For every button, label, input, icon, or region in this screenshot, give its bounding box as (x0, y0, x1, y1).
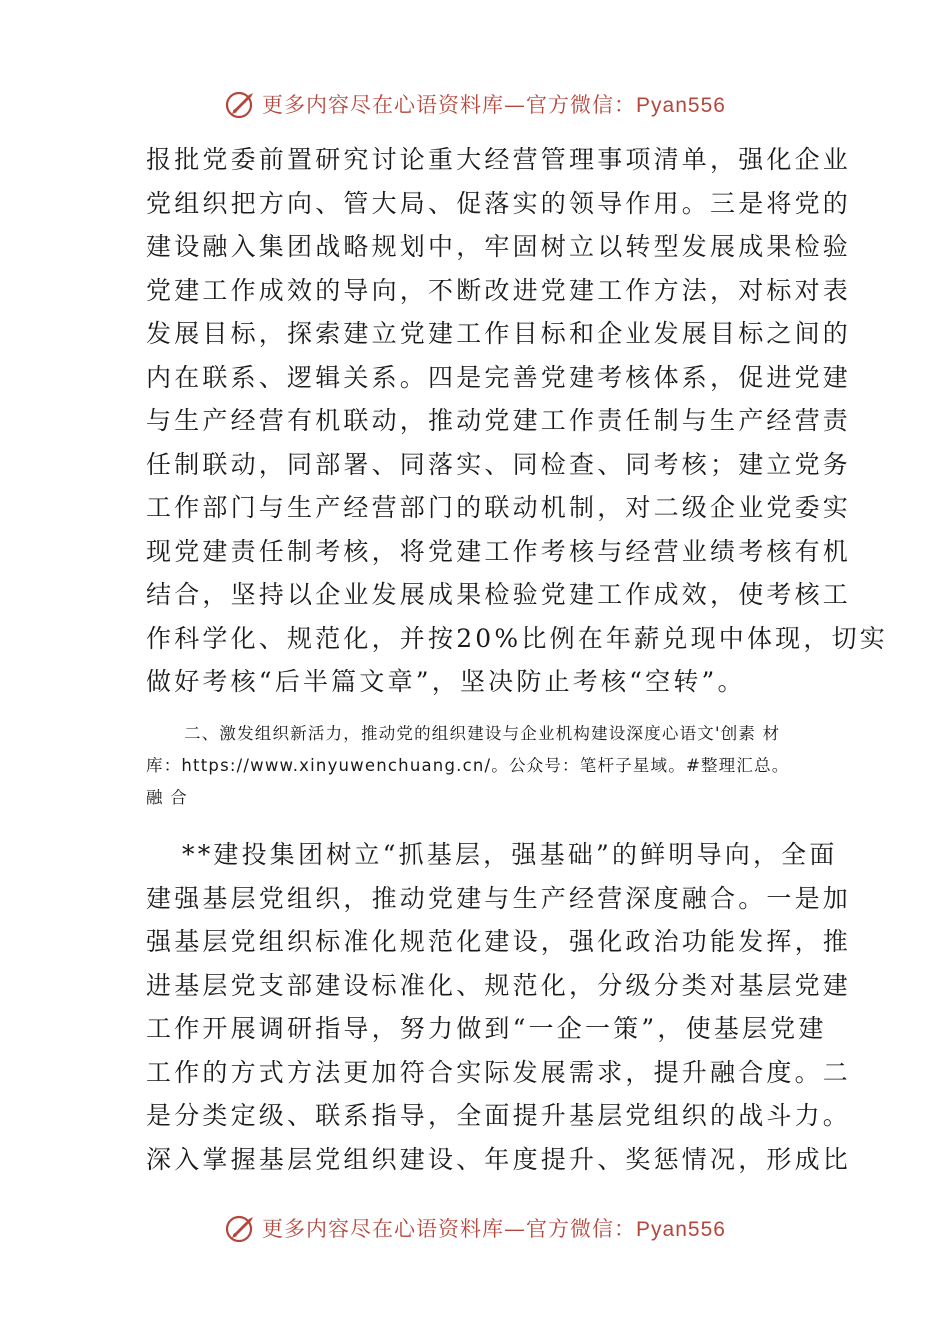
pen-circle-logo-icon (224, 87, 258, 121)
text-line: 深入掌握基层党组织建设、年度提升、奖惩情况，形成比 (146, 1144, 852, 1174)
text-line: 内在联系、逻辑关系。四是完善党建考核体系，促进党建 (146, 362, 852, 392)
text-line: 与生产经营有机联动，推动党建工作责任制与生产经营责 (146, 406, 852, 435)
text-line: 进基层党支部建设标准化、规范化，分级分类对基层党建 (146, 970, 852, 1000)
footer-banner-text: 更多内容尽在心语资料库—官方微信：Pyan556 (262, 1217, 726, 1241)
text-line: 现党建责任制考核，将党建工作考核与经营业绩考核有机 (146, 536, 852, 566)
text-line: 作科学化、规范化，并按20%比例在年薪兑现中体现，切实 (146, 623, 888, 653)
header-banner-text: 更多内容尽在心语资料库—官方微信：Pyan556 (262, 93, 726, 117)
body-paragraph-1 (146, 138, 888, 704)
text-line: **建投集团树立“抓基层，强基础”的鲜明导向，全面 (182, 840, 838, 869)
text-line: 是分类定级、联系指导，全面提升基层党组织的战斗力。 (146, 1101, 852, 1130)
pen-circle-logo-icon (224, 1211, 258, 1245)
text-line: 建设融入集团战略规划中，牢固树立以转型发展成果检验 (146, 232, 852, 261)
section-heading-2 (146, 718, 806, 814)
text-line: 报批党委前置研究讨论重大经营管理事项清单，强化企业 (146, 145, 852, 174)
text-line: 建强基层党组织，推动党建与生产经营深度融合。一是加 (146, 883, 852, 913)
text-line: 工作部门与生产经营部门的联动机制，对二级企业党委实 (146, 493, 852, 522)
text-line: 做好考核“后半篇文章”，坚决防止考核“空转”。 (146, 667, 746, 696)
text-line: 党组织把方向、管大局、促落实的领导作用。三是将党的 (146, 188, 852, 218)
heading-line: 二、激发组织新活力，推动党的组织建设与企业机构建设深度心语文'创素 (184, 724, 757, 743)
text-line: 工作的方式方法更加符合实际发展需求，提升融合度。二 (146, 1057, 852, 1087)
text-line: 工作开展调研指导，努力做到“一企一策”，使基层党建 (146, 1014, 827, 1043)
header-banner (0, 84, 950, 124)
text-line: 结合，坚持以企业发展成果检验党建工作成效，使考核工 (146, 580, 852, 609)
body-paragraph-3 (146, 833, 852, 1181)
text-line: 发展目标，探索建立党建工作目标和企业发展目标之间的 (146, 319, 852, 348)
heading-line: 材库：https://www.xinyuwenchuang.cn/。公众号：笔杆子星域。#整理汇总。融 (146, 724, 790, 807)
text-line: 党建工作成效的导向，不断改进党建工作方法，对标对表 (146, 275, 852, 305)
text-line: 强基层党组织标准化规范化建设，强化政治功能发挥，推 (146, 927, 852, 956)
footer-banner (0, 1208, 950, 1248)
text-line: 任制联动，同部署、同落实、同检查、同考核；建立党务 (146, 449, 852, 479)
heading-line: 合 (170, 788, 188, 807)
